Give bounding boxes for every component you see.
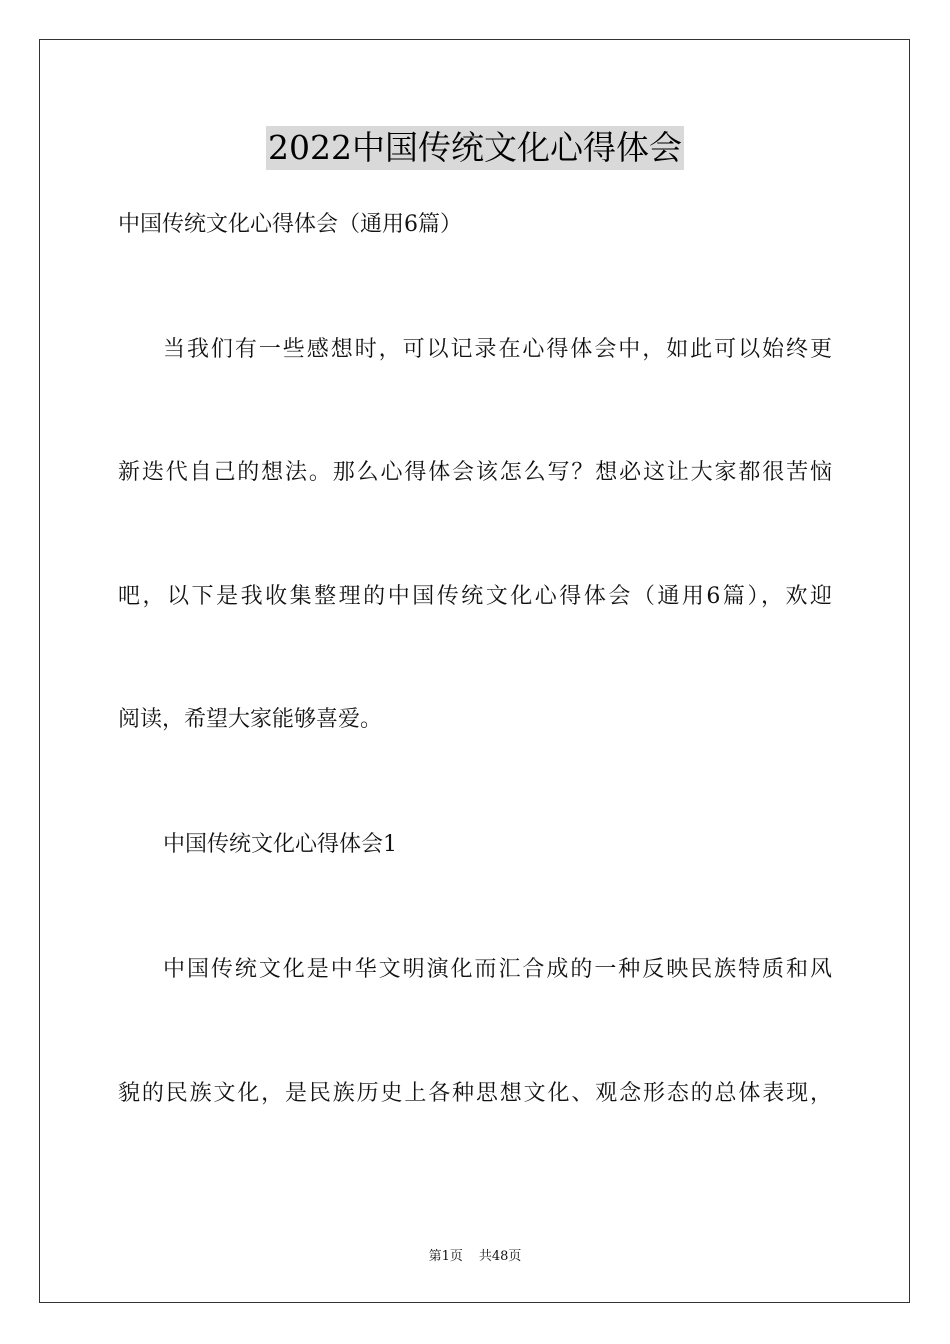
section-heading: 中国传统文化心得体会1 (163, 832, 397, 857)
document-title: 2022中国传统文化心得体会 (266, 126, 684, 170)
page-number: 第1页 (428, 1249, 463, 1264)
paragraph-line: 当我们有一些感想时，可以记录在心得体会中，如此可以始终更 (163, 337, 832, 362)
title-container (0, 126, 950, 170)
subtitle-line: 中国传统文化心得体会（通用6篇） (118, 212, 462, 237)
paragraph-line: 新迭代自己的想法。那么心得体会该怎么写？想必这让大家都很苦恼 (118, 460, 832, 485)
page-footer (0, 1248, 950, 1266)
paragraph-line: 阅读，希望大家能够喜爱。 (118, 707, 383, 732)
paragraph-line: 貌的民族文化，是民族历史上各种思想文化、观念形态的总体表现， (118, 1081, 832, 1106)
paragraph-line: 中国传统文化是中华文明演化而汇合成的一种反映民族特质和风 (163, 957, 832, 982)
page-total: 共48页 (478, 1249, 522, 1264)
paragraph-line: 吧，以下是我收集整理的中国传统文化心得体会（通用6篇），欢迎 (118, 584, 832, 609)
